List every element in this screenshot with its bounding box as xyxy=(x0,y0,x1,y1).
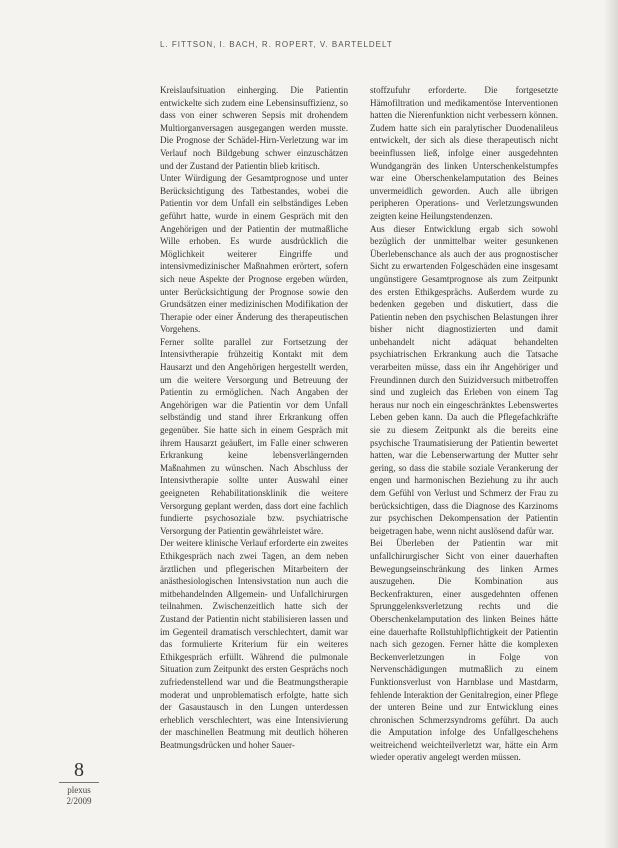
paragraph: stoffzufuhr erforderte. Die fortgesetzte Hämofiltration und medikamentöse Interventionen hatten die Nierenfunktion nicht verbessern können. Zudem hatte sich ein paralytischer Duodenalileus entwickelt, der sich als diese therapeutisch nicht beeinflussen ließ, infolge einer ausgedehnten Wundgangrän des linken Unterschenkelstumpfes war eine Oberschenkelamputation des Beines unvermeidlich geworden. Auch alle übrigen peripheren Operations- und Verletzungswunden zeigten keine Heilungstendenzen. xyxy=(370,85,558,221)
page-edge-shadow xyxy=(604,0,618,848)
text-column-right xyxy=(370,84,558,814)
journal-name: plexus xyxy=(67,785,91,795)
paragraph: Aus dieser Entwicklung ergab sich sowohl bezüglich der unmittelbar weiter gesunkenen Überlebenschance als auch der aus prognostischer Sicht zu erwartenden Folgeschäden eine insgesamt ungünstigere Gesamtprognose als zum Zeitpunkt des ersten Ethikgesprächs. Außerdem wurde zu bedenken gegeben und diskutiert, dass die Patientin neben den psychischen Belastungen ihrer bisher nicht diagnostizierten und damit unbehandelt nicht adäquat behandelten psychiatrischen Erkrankung auch die Tatsache verarbeiten müsse, dass ein ihr Angehöriger und Freundinnen durch den Suizidversuch mitbetroffen sind und zugleich das Erleben von einem Tag heraus nur noch ein eingeschränktes Lebenswertes Leben geben kann. Da auch die Pflegefachkräfte sie zu diesem Zeitpunkt als die bereits eine psychische Traumatisierung der Patientin bewertet hatten, war die Lebenserwartung der Mutter sehr gering, so dass die stabile soziale Verankerung der engen und harmonischen Beziehung zu ihr auch dem Gefühl von Verlust und Schmerz der Frau zu berücksichtigen, dass die Diagnose des Karzinoms zur psychischen Dekompensation der Patientin beigetragen habe, wenn nicht auslösend dafür war. xyxy=(370,223,558,536)
paragraph: Ferner sollte parallel zur Fortsetzung der Intensivtherapie frühzeitig Kontakt mit dem Hausarzt und den Angehörigen hergestellt werden, um die weitere Versorgung und Betreuung der Patientin zu ermöglichen. Nach Angaben der Angehörigen war die Patientin vor dem Unfall selbständig und stand ihrer Erkrankung offen gegenüber. Sie hatte sich in einem Gespräch mit ihrem Hausarzt geäußert, im Falle einer schweren Erkrankung keine lebensverlängernden Maßnahmen zu wünschen. Nach Abschluss der Intensivtherapie sollte unter Auswahl einer geeigneten Rehabilitationsklinik die weitere Versorgung geplant werden, dass dort eine fachlich fundierte psychosoziale bzw. psychiatrische Versorgung der Patientin gewährleistet wäre. xyxy=(160,336,348,536)
paragraph: Kreislaufsituation einherging. Die Patientin entwickelte sich zudem eine Lebensinsuffizienz, so dass von einer schweren Sepsis mit drohendem Multiorganversagen ausgegangen werden musste. Die Prognose der Schädel-Hirn-Verletzung war im Verlauf noch Bildgebung schwer einzuschätzen und der Zustand der Patientin blieb kritisch. xyxy=(160,85,348,171)
page-footer-margin xyxy=(44,760,114,820)
divider xyxy=(59,782,99,783)
paragraph: Bei Überleben der Patientin war mit unfallchirurgischer Sicht von einer dauerhaften Bewegungseinschränkung des linken Armes auszugehen. Die Kombination aus Beckenfrakturen, einer ausgedehnten offenen Sprunggelenksverletzung rechts und die Oberschenkelamputation des linken Beines hätte eine dauerhafte Rollstuhlpflichtigkeit der Patientin nach sich gezogen. Ferner hätte die komplexen Beckenverletzungen in Folge von Nervenschädigungen mutmaßlich zu einem Funktionsverlust von Harnblase und Mastdarm, fehlende Interaktion der Genitalregion, einer Pflege der unteren Beine und zur Entwicklung eines chronischen Schmerzsyndroms geführt. Da auch die Amputation infolge des Unfallgeschehens weitreichend weichteilverletzt war, hätte ein Arm wieder operativ angelegt werden müssen. xyxy=(370,538,558,763)
paragraph: Unter Würdigung der Gesamtprognose und unter Berücksichtigung des Tatbestandes, wobei die Patientin vor dem Unfall ein selbständiges Leben geführt hatte, wurde in einem Gespräch mit den Angehörigen und der Patientin der mutmaßliche Wille erhoben. Es wurde ausdrücklich die Möglichkeit weiterer Eingriffe und intensivmedizinischer Maßnahmen erörtert, sofern sich neue Aspekte der Prognose ergeben würden, unter Berücksichtigung der Prognose sowie den Grundsätzen einer medizinischen Modifikation der Therapie oder einer Änderung des therapeutischen Vorgehens. xyxy=(160,173,348,335)
paragraph: Der weitere klinische Verlauf erforderte ein zweites Ethikgespräch nach zwei Tagen, an dem neben ärztlichen und pflegerischen Mitarbeitern der anästhesiologischen Intensivstation nun auch die mitbehandelnden Allgemein- und Unfallchirurgen teilnahmen. Zwischenzeitlich hatte sich der Zustand der Patientin nicht stabilisieren lassen und im Gegenteil dramatisch verschlechtert, damit war das formulierte Kriterium für ein weiteres Ethikgespräch erfüllt. Während die pulmonale Situation zum Zeitpunkt des ersten Gesprächs noch zufriedenstellend war und die Beatmungstherapie moderat und unproblematisch erfolgte, hatte sich der Gasaustausch in den Lungen unterdessen erheblich verschlechtert, was eine Intensivierung der maschinellen Beatmung mit deutlich höheren Beatmungsdrücken und hoher Sauer- xyxy=(160,538,348,750)
text-column-left xyxy=(160,84,348,814)
running-head: L. FITTSON, I. BACH, R. ROPERT, V. BARTELDELT xyxy=(160,40,393,49)
page-number: 8 xyxy=(74,759,84,781)
journal-issue: 2/2009 xyxy=(66,796,92,806)
